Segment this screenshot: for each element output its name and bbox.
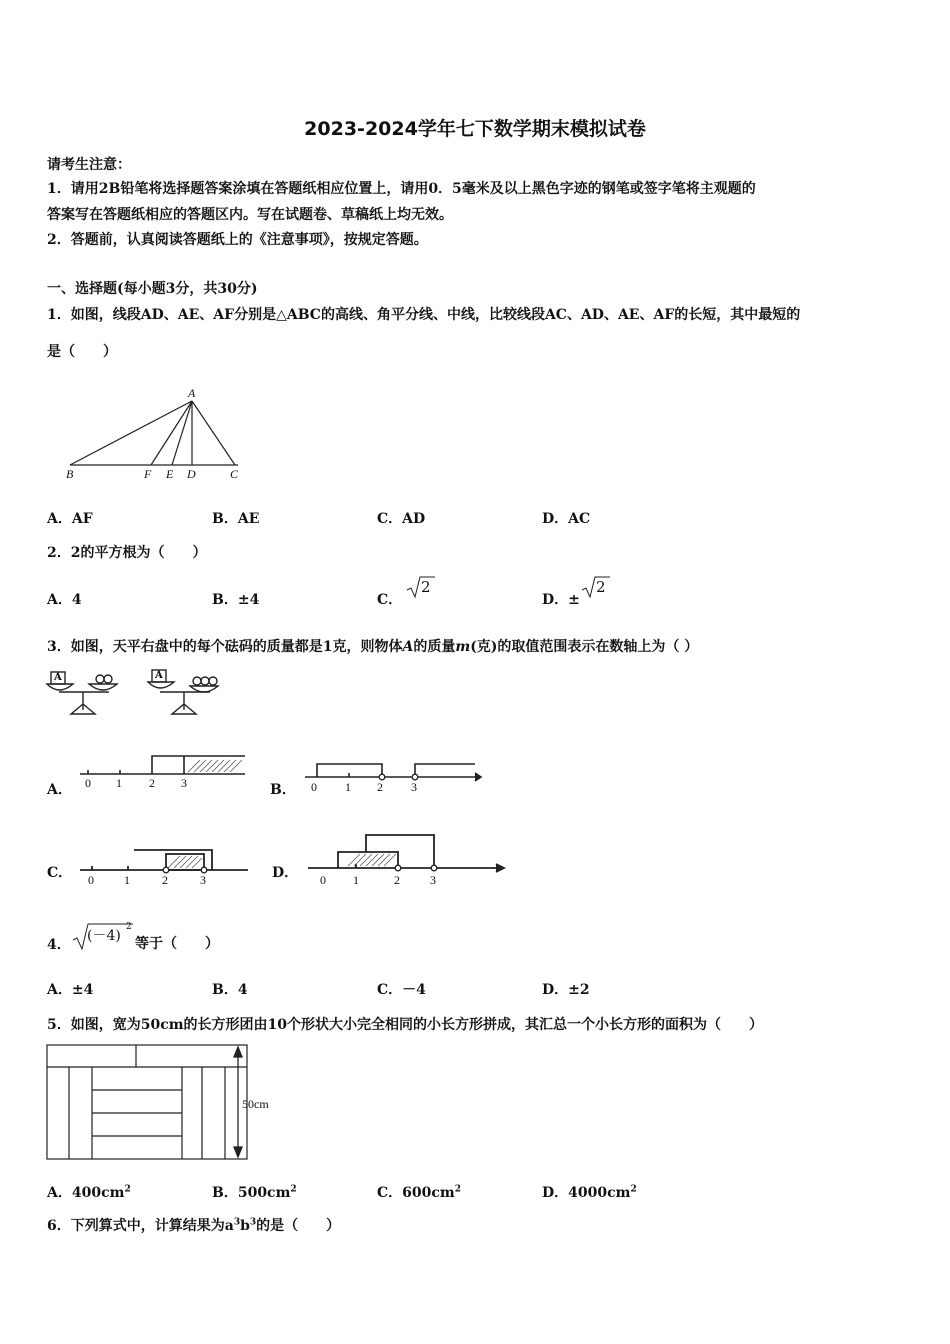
q2-option-b[interactable]: B．±4 [212,592,260,608]
q5-option-b[interactable]: B．$500cm^2$ [212,1184,297,1201]
notice-heading: 请考生注意： [47,157,131,173]
q1-label-e: E [166,467,174,481]
q2-option-c-label: C． [377,592,403,608]
q3-a-tick-1: 1 [116,776,122,790]
q3-d-tick-2: 2 [394,873,400,887]
q3-a-tick-3: 3 [181,776,187,790]
q1-label-a: A [188,386,196,400]
q1-option-a[interactable]: A．AF [47,511,93,527]
q3-number-line-b [305,756,485,786]
q2-option-a[interactable]: A．4 [47,592,82,608]
notice-line-1: 1．请用2B铅笔将选择题答案涂填在答题纸相应位置上，请用0．5毫米及以上黑色字迹的钢笔或签字笔将主观题的 [47,181,756,197]
q3-b-tick-2: 2 [377,780,383,794]
notice-line-2: 答案写在答题纸相应的答题区内。写在试题卷、草稿纸上均无效。 [47,207,453,223]
q3-number-line-d [308,832,508,874]
q3-stem: 3．如图，天平右盘中的每个砝码的质量都是1克，则物体A的质量m(克)的取值范围表示在数轴上为（ ） [47,639,699,655]
q4-option-b[interactable]: B．4 [212,982,248,998]
q1-label-d: D [187,467,196,481]
q3-option-c[interactable]: C． [47,865,73,881]
q6-stem: 6．下列算式中，计算结果为$a^3b^3$的是（ ） [47,1217,341,1234]
q2-option-c-radicand: 2 [421,578,431,596]
q1-option-d[interactable]: D．AC [542,511,591,527]
q3-a-tick-2: 2 [149,776,155,790]
q3-option-a[interactable]: A． [47,782,72,798]
q1-stem-line-1: 1．如图，线段AD、AE、AF分别是△ABC的高线、角平分线、中线，比较线段AC、AD、AE、AF的长短，其中最短的 [47,307,801,323]
q3-balance-label-1: A [54,672,62,683]
q5-option-a[interactable]: A．$400cm^2$ [47,1184,131,1201]
q3-c-tick-3: 3 [200,873,206,887]
q4-option-a[interactable]: A．±4 [47,982,94,998]
q4-stem-suffix: 等于（ ） [135,936,219,952]
q4-stem-prefix: 4． [47,937,71,953]
notice-line-3: 2．答题前，认真阅读答题纸上的《注意事项》，按规定答题。 [47,232,428,248]
q3-b-tick-0: 0 [311,780,317,794]
q5-rectangle-figure [46,1043,256,1163]
q4-radicand: (－4) [87,928,121,944]
q5-stem: 5．如图，宽为50cm的长方形团由10个形状大小完全相同的小长方形拼成，其汇总一个小长方形的面积为（ ） [47,1017,764,1033]
q3-d-tick-3: 3 [430,873,436,887]
q4-exponent: 2 [126,922,132,932]
q4-option-c[interactable]: C．－4 [377,982,426,998]
q3-number-line-a [80,754,250,784]
q1-label-f: F [144,467,152,481]
q3-b-tick-1: 1 [345,780,351,794]
q5-option-c[interactable]: C．$600cm^2$ [377,1184,461,1201]
q2-stem: 2．2的平方根为（ ） [47,545,207,561]
q1-stem-line-2: 是（ ） [47,344,117,360]
q1-label-b: B [66,467,74,481]
q3-c-tick-1: 1 [124,873,130,887]
q3-balance-label-2: A [155,670,163,681]
q1-option-b[interactable]: B．AE [212,511,260,527]
q5-dimension-label: 50cm [242,1097,269,1111]
page-title: 2023-2024学年七下数学期末模拟试卷 [304,118,646,140]
q2-option-d-radicand: 2 [596,578,606,596]
q1-label-c: C [230,467,239,481]
q3-b-tick-3: 3 [411,780,417,794]
q2-option-c[interactable] [377,574,447,608]
q3-option-d[interactable]: D． [272,865,299,881]
q2-option-d-label: D．± [542,592,580,608]
q1-option-c[interactable]: C．AD [377,511,426,527]
q4-option-d[interactable]: D．±2 [542,982,590,998]
q4-stem [47,918,247,958]
q2-option-d[interactable] [542,574,622,608]
section-heading: 一、选择题(每小题3分，共30分) [47,281,258,297]
q3-c-tick-0: 0 [88,873,94,887]
q3-option-b[interactable]: B． [270,782,296,798]
q3-d-tick-0: 0 [320,873,326,887]
q3-a-tick-0: 0 [85,776,91,790]
q5-option-d[interactable]: D．$4000cm^2$ [542,1184,637,1201]
q3-c-tick-2: 2 [162,873,168,887]
q3-number-line-c [80,844,260,876]
q3-d-tick-1: 1 [353,873,359,887]
